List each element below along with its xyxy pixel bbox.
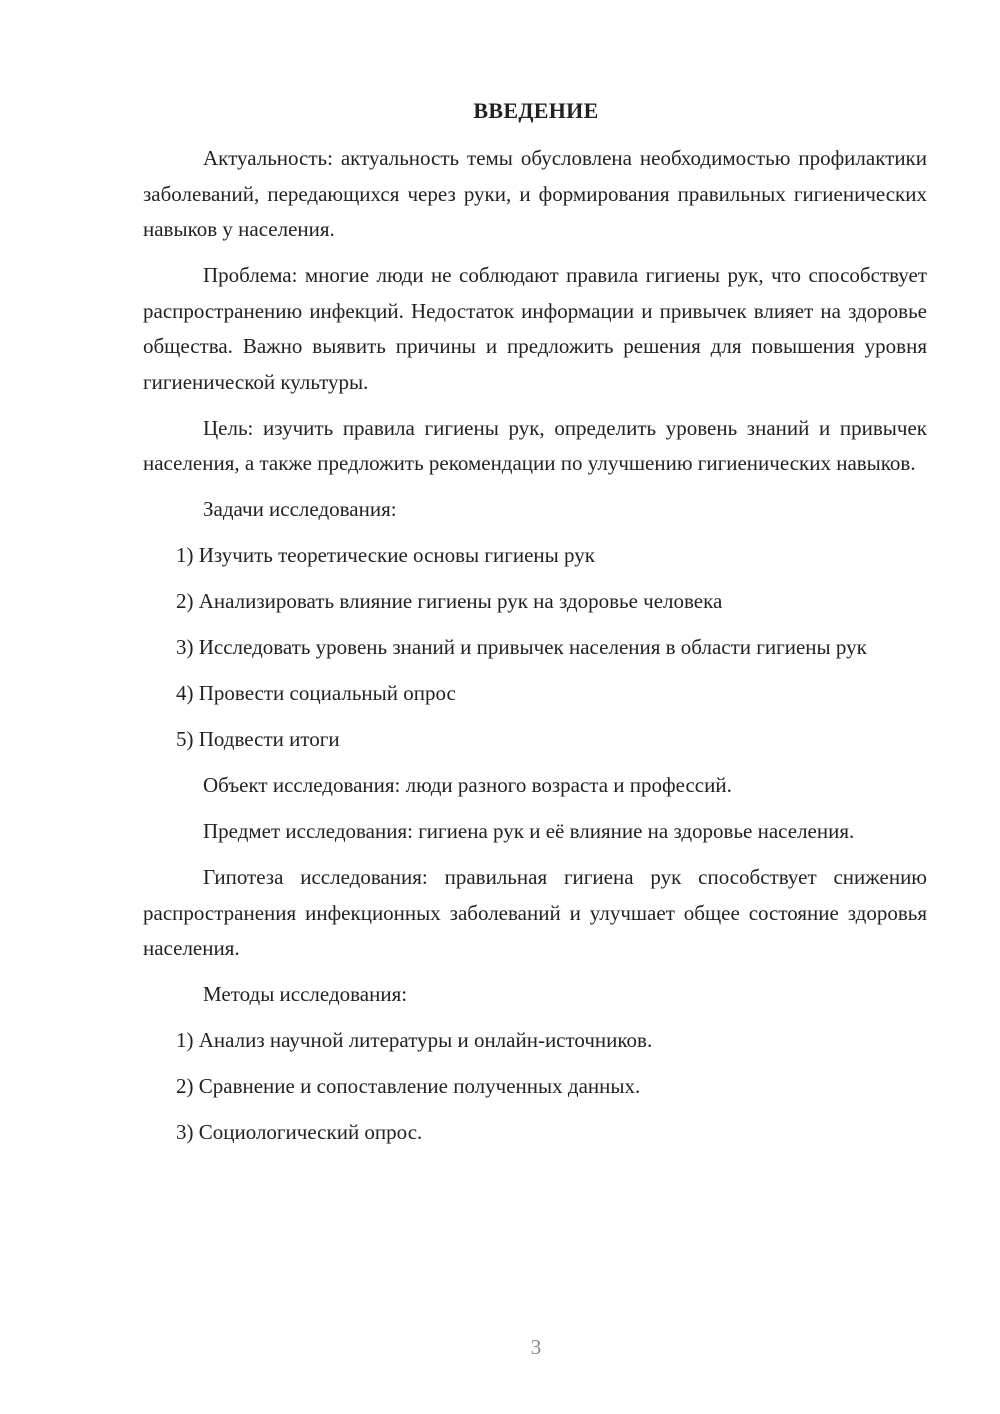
task-item: 1) Изучить теоретические основы гигиены рук [176,543,595,567]
methods-heading: Методы исследования: [203,982,408,1006]
subject-paragraph: Предмет исследования: гигиена рук и её влияние на здоровье населения. [203,819,855,843]
tasks-heading: Задачи исследования: [203,497,397,521]
object-paragraph: Объект исследования: люди разного возраста и профессий. [203,773,732,797]
method-item: 3) Социологический опрос. [176,1120,423,1144]
task-item: 2) Анализировать влияние гигиены рук на здоровье человека [176,589,723,613]
method-item: 2) Сравнение и сопоставление полученных данных. [176,1074,641,1098]
task-item: 3) Исследовать уровень знаний и привычек населения в области гигиены рук [176,635,867,659]
task-item: 4) Провести социальный опрос [176,681,456,705]
page-number: 3 [530,1335,542,1359]
method-item: 1) Анализ научной литературы и онлайн-источников. [176,1028,653,1052]
task-item: 5) Подвести итоги [176,727,340,751]
problem-paragraph: Проблема: многие люди не соблюдают правила гигиены рук, что способствует распространению инфекций. Недостаток информации и привычек влияет на здоровье общества. Важно выявить причины и предложить решения для повышения уровня гигиенической культуры. [143,263,927,394]
methods-list [143,1023,927,1151]
document-body [143,141,927,1161]
tasks-list [143,538,927,758]
goal-paragraph: Цель: изучить правила гигиены рук, определить уровень знаний и привычек населения, а также предложить рекомендации по улучшению гигиенических навыков. [143,415,927,475]
page-title: ВВЕДЕНИЕ [473,98,599,123]
relevance-paragraph: Актуальность: актуальность темы обусловлена необходимостью профилактики заболеваний, передающихся через руки, и формирования правильных гигиенических навыков у населения. [143,146,927,241]
hypothesis-paragraph: Гипотеза исследования: правильная гигиена рук способствует снижению распространения инфекционных заболеваний и улучшает общее состояние здоровья населения. [143,865,927,960]
